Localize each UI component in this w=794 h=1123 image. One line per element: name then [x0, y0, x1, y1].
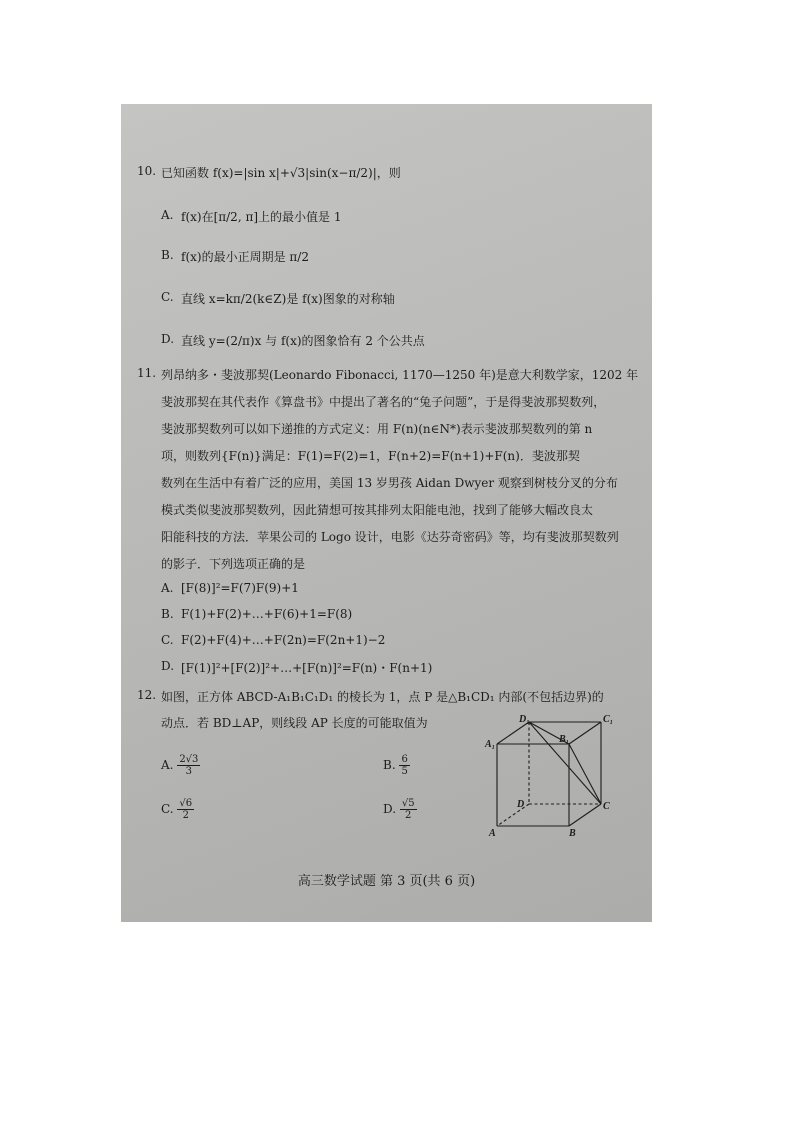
page-footer: 高三数学试题 第 3 页(共 6 页) [297, 874, 476, 889]
q11-line-7: 阳能科技的方法．苹果公司的 Logo 设计，电影《达芬奇密码》等，均有斐波那契数列 [161, 530, 619, 544]
q12-option-d [383, 798, 417, 821]
question-10-number: 10. [137, 164, 157, 178]
q12-option-a-label: A. [161, 758, 174, 772]
q12-line-1: 如图，正方体 ABCD-A₁B₁C₁D₁ 的棱长为 1，点 P 是△B₁CD₁ 内部(不包括边界)的 [161, 690, 604, 704]
q12-option-b [383, 754, 410, 777]
q11-option-c-label: C. [161, 633, 174, 647]
q12-option-d-label: D. [383, 802, 397, 816]
q11-line-2: 斐波那契在其代表作《算盘书》中提出了著名的“兔子问题”，于是得斐波那契数列， [161, 395, 606, 409]
q11-line-1: 列昂纳多・斐波那契(Leonardo Fibonacci, 1170—1250 年)是意大利数学家，1202 年 [161, 368, 639, 382]
q10-option-b-text: f(x)的最小正周期是 π/2 [181, 250, 309, 264]
q12-option-c-denominator: 2 [182, 810, 189, 821]
q10-option-a-text: f(x)在[π/2, π]上的最小值是 1 [181, 210, 342, 224]
q11-option-a-label: A. [161, 581, 174, 595]
q12-option-c-numerator: √6 [179, 798, 193, 809]
q10-option-c-text: 直线 x=kπ/2(k∈Z)是 f(x)图象的对称轴 [181, 292, 395, 306]
q12-option-c [161, 798, 194, 821]
question-11-number: 11. [137, 366, 157, 380]
question-10-stem: 已知函数 f(x)=|sin x|+√3|sin(x−π/2)|，则 [161, 166, 401, 180]
q12-option-c-fraction [177, 798, 194, 821]
label-a1: A₁ [485, 739, 496, 750]
q11-line-3: 斐波那契数列可以如下递推的方式定义：用 F(n)(n∈N*)表示斐波那契数列的第 n [161, 422, 593, 436]
q11-option-a-text: [F(8)]²=F(7)F(9)+1 [181, 581, 299, 595]
q12-option-b-label: B. [383, 758, 396, 772]
q11-line-8: 的影子．下列选项正确的是 [161, 557, 306, 571]
q11-option-b-text: F(1)+F(2)+…+F(6)+1=F(8) [181, 607, 353, 621]
q11-line-5: 数列在生活中有着广泛的应用，美国 13 岁男孩 Aidan Dwyer 观察到树枝分叉的分布 [161, 476, 618, 490]
q12-option-a-fraction [177, 754, 200, 777]
q12-option-d-numerator: √5 [401, 798, 415, 809]
q12-option-d-fraction [400, 798, 417, 821]
q11-option-c-text: F(2)+F(4)+…+F(2n)=F(2n+1)−2 [181, 633, 386, 647]
q12-option-c-label: C. [161, 802, 174, 816]
q12-option-b-denominator: 5 [401, 766, 408, 777]
label-d: D [517, 799, 525, 810]
q11-option-b-label: B. [161, 607, 174, 621]
q12-line-2: 动点．若 BD⊥AP，则线段 AP 长度的可能取值为 [161, 716, 428, 730]
label-a: A [489, 828, 496, 839]
label-c: C [603, 801, 610, 812]
cube-figure [485, 714, 619, 844]
q12-option-a [161, 754, 200, 777]
q10-option-c-label: C. [161, 290, 174, 304]
q12-option-b-numerator: 6 [401, 754, 408, 765]
label-c1: C₁ [603, 714, 614, 725]
q10-option-d-label: D. [161, 332, 175, 346]
q11-line-6: 模式类似斐波那契数列，因此猜想可按其排列太阳能电池，找到了能够大幅改良太 [161, 503, 594, 517]
q12-option-d-denominator: 2 [405, 810, 412, 821]
exam-page-photo [121, 104, 652, 922]
label-b: B [569, 828, 576, 839]
q10-option-b-label: B. [161, 248, 174, 262]
q11-option-d-text: [F(1)]²+[F(2)]²+…+[F(n)]²=F(n)・F(n+1) [181, 661, 433, 675]
q10-option-d-text: 直线 y=(2/π)x 与 f(x)的图象恰有 2 个公共点 [181, 334, 425, 348]
q12-option-a-denominator: 3 [185, 766, 193, 777]
q11-line-4: 项，则数列{F(n)}满足：F(1)=F(2)=1，F(n+2)=F(n+1)+F(n)．斐波那契 [161, 449, 580, 463]
segment-b1-c [569, 744, 601, 804]
edge-d1-a1 [497, 722, 529, 744]
edge-b-c [569, 804, 601, 826]
edge-c1-b1 [569, 722, 601, 744]
label-b1: B₁ [559, 734, 570, 745]
q12-option-b-fraction [399, 754, 409, 777]
q12-option-a-numerator: 2√3 [179, 754, 199, 765]
q10-option-a-label: A. [161, 208, 174, 222]
question-12-number: 12. [137, 688, 157, 702]
q11-option-d-label: D. [161, 659, 175, 673]
label-d1: D₁ [519, 714, 530, 725]
